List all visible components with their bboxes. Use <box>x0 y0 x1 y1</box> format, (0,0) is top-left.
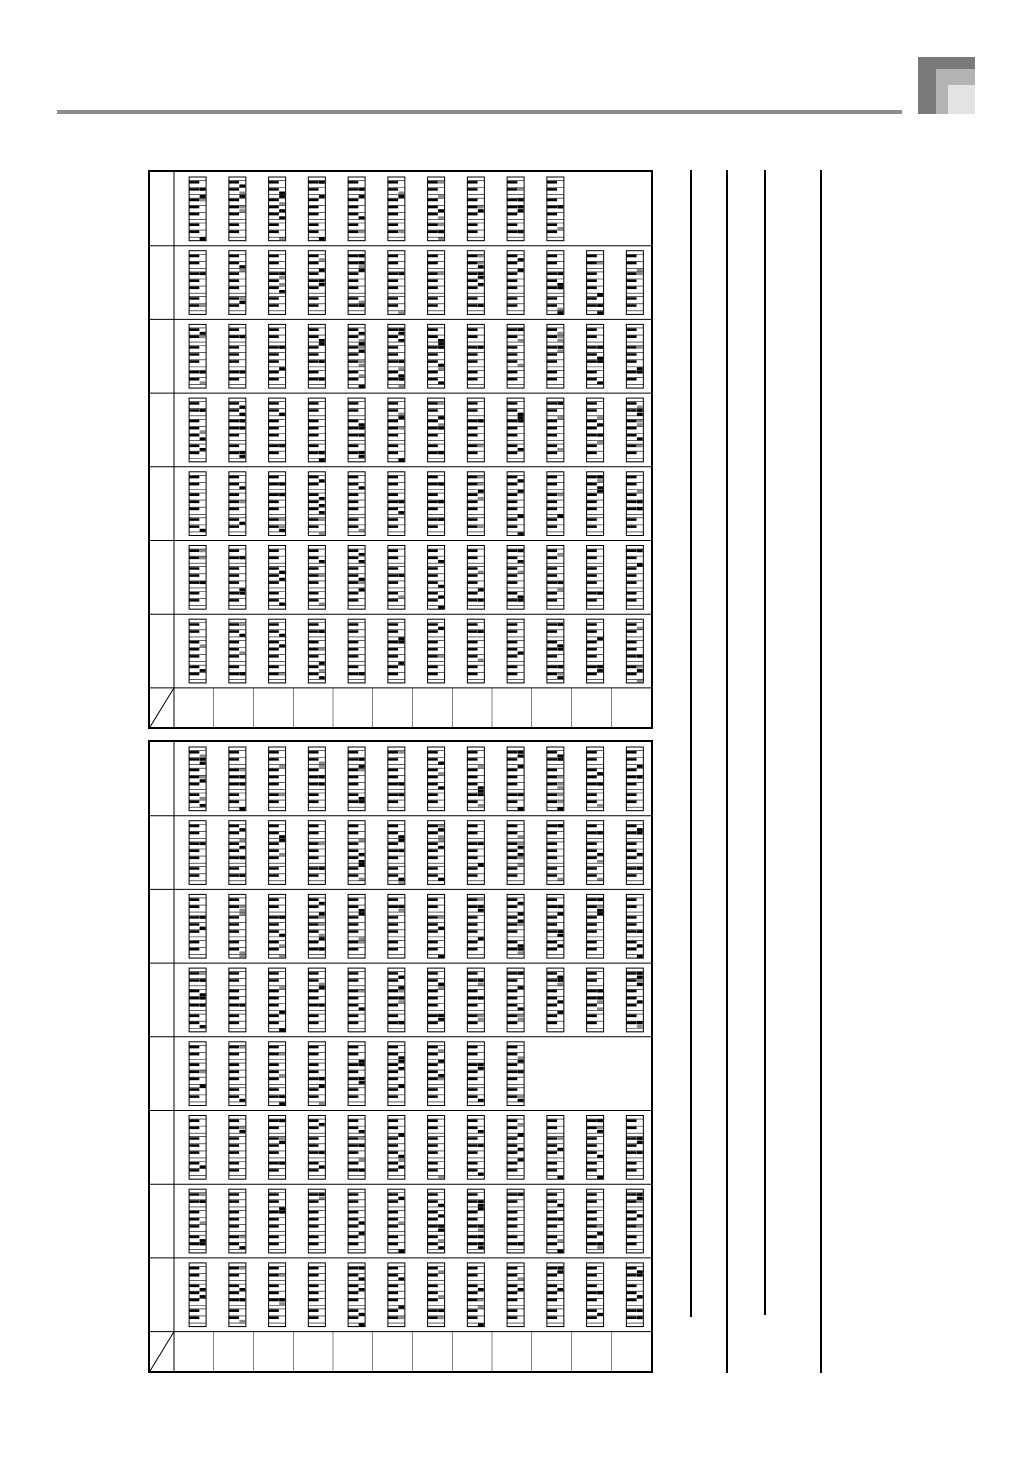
keyboard-chord-diagram <box>467 398 484 462</box>
keyboard-chord-diagram <box>229 251 246 315</box>
keyboard-chord-diagram <box>348 398 365 462</box>
keyboard-chord-diagram <box>547 747 564 811</box>
keyboard-chord-diagram <box>269 1263 286 1327</box>
chord-table-upper <box>148 170 653 729</box>
keyboard-chord-diagram <box>189 821 206 885</box>
keyboard-chord-diagram <box>428 177 445 241</box>
keyboard-chord-diagram <box>626 1263 643 1327</box>
keyboard-chord-diagram <box>269 546 286 610</box>
keyboard-chord-diagram <box>587 1116 604 1180</box>
corner-diagonal <box>150 688 174 727</box>
keyboard-chord-diagram <box>308 472 325 536</box>
keyboard-chord-diagram <box>547 251 564 315</box>
keyboard-chord-diagram <box>547 1116 564 1180</box>
keyboard-chord-diagram <box>229 1116 246 1180</box>
keyboard-chord-diagram <box>229 619 246 683</box>
keyboard-chord-diagram <box>189 1042 206 1106</box>
keyboard-chord-diagram <box>229 821 246 885</box>
keyboard-chord-diagram <box>587 747 604 811</box>
keyboard-chord-diagram <box>507 1263 524 1327</box>
keyboard-chord-diagram <box>428 821 445 885</box>
keyboard-chord-diagram <box>507 324 524 388</box>
text-column-rule-2 <box>726 170 728 1373</box>
keyboard-chord-diagram <box>626 251 643 315</box>
keyboard-chord-diagram <box>428 747 445 811</box>
keyboard-chord-diagram <box>189 398 206 462</box>
keyboard-chord-diagram <box>308 1189 325 1253</box>
keyboard-chord-diagram <box>348 1116 365 1180</box>
keyboard-chord-diagram <box>467 968 484 1032</box>
keyboard-chord-diagram <box>507 398 524 462</box>
header-rule <box>57 110 902 114</box>
keyboard-chord-diagram <box>269 324 286 388</box>
keyboard-chord-diagram <box>269 821 286 885</box>
keyboard-chord-diagram <box>189 1116 206 1180</box>
keyboard-chord-diagram <box>587 1189 604 1253</box>
text-column-rule-1 <box>690 170 692 1317</box>
keyboard-chord-diagram <box>547 1189 564 1253</box>
keyboard-chord-diagram <box>428 1042 445 1106</box>
keyboard-chord-diagram <box>507 1042 524 1106</box>
keyboard-chord-diagram <box>467 546 484 610</box>
keyboard-chord-diagram <box>229 398 246 462</box>
keyboard-chord-diagram <box>348 619 365 683</box>
keyboard-chord-diagram <box>467 1189 484 1253</box>
keyboard-chord-diagram <box>547 968 564 1032</box>
chord-table-upper-grid <box>150 172 651 727</box>
keyboard-chord-diagram <box>587 894 604 958</box>
keyboard-chord-diagram <box>587 251 604 315</box>
keyboard-chord-diagram <box>428 1116 445 1180</box>
keyboard-chord-diagram <box>269 1189 286 1253</box>
keyboard-chord-diagram <box>547 472 564 536</box>
keyboard-chord-diagram <box>626 619 643 683</box>
keyboard-chord-diagram <box>587 324 604 388</box>
keyboard-chord-diagram <box>467 1263 484 1327</box>
keyboard-chord-diagram <box>467 1116 484 1180</box>
keyboard-chord-diagram <box>428 1263 445 1327</box>
keyboard-chord-diagram <box>348 821 365 885</box>
keyboard-chord-diagram <box>467 821 484 885</box>
keyboard-chord-diagram <box>308 968 325 1032</box>
keyboard-chord-diagram <box>467 747 484 811</box>
keyboard-chord-diagram <box>388 251 405 315</box>
keyboard-chord-diagram <box>229 1042 246 1106</box>
keyboard-chord-diagram <box>189 619 206 683</box>
keyboard-chord-diagram <box>428 894 445 958</box>
keyboard-chord-diagram <box>388 324 405 388</box>
keyboard-chord-diagram <box>189 1263 206 1327</box>
keyboard-chord-diagram <box>348 968 365 1032</box>
keyboard-chord-diagram <box>467 472 484 536</box>
keyboard-chord-diagram <box>428 472 445 536</box>
keyboard-chord-diagram <box>348 1189 365 1253</box>
text-column-rule-3 <box>764 170 766 1315</box>
keyboard-chord-diagram <box>626 472 643 536</box>
keyboard-chord-diagram <box>388 472 405 536</box>
keyboard-chord-diagram <box>269 177 286 241</box>
keyboard-chord-diagram <box>269 398 286 462</box>
keyboard-chord-diagram <box>388 398 405 462</box>
keyboard-chord-diagram <box>547 324 564 388</box>
keyboard-chord-diagram <box>507 546 524 610</box>
keyboard-chord-diagram <box>547 398 564 462</box>
keyboard-chord-diagram <box>189 968 206 1032</box>
keyboard-chord-diagram <box>388 546 405 610</box>
keyboard-chord-diagram <box>189 1189 206 1253</box>
keyboard-chord-diagram <box>587 546 604 610</box>
keyboard-chord-diagram <box>388 1042 405 1106</box>
keyboard-chord-diagram <box>348 894 365 958</box>
keyboard-chord-diagram <box>467 324 484 388</box>
keyboard-chord-diagram <box>229 177 246 241</box>
keyboard-chord-diagram <box>308 1042 325 1106</box>
keyboard-chord-diagram <box>269 1116 286 1180</box>
chord-table-lower <box>148 740 653 1373</box>
keyboard-chord-diagram <box>587 1263 604 1327</box>
keyboard-chord-diagram <box>626 1116 643 1180</box>
keyboard-chord-diagram <box>507 177 524 241</box>
keyboard-chord-diagram <box>467 619 484 683</box>
keyboard-chord-diagram <box>269 968 286 1032</box>
keyboard-chord-diagram <box>507 619 524 683</box>
keyboard-chord-diagram <box>308 324 325 388</box>
keyboard-chord-diagram <box>388 821 405 885</box>
keyboard-chord-diagram <box>587 398 604 462</box>
keyboard-chord-diagram <box>308 251 325 315</box>
keyboard-chord-diagram <box>587 821 604 885</box>
keyboard-chord-diagram <box>547 546 564 610</box>
keyboard-chord-diagram <box>507 472 524 536</box>
keyboard-chord-diagram <box>229 546 246 610</box>
keyboard-chord-diagram <box>626 546 643 610</box>
keyboard-chord-diagram <box>348 324 365 388</box>
keyboard-chord-diagram <box>507 747 524 811</box>
keyboard-chord-diagram <box>269 251 286 315</box>
keyboard-chord-diagram <box>388 894 405 958</box>
keyboard-chord-diagram <box>308 619 325 683</box>
keyboard-chord-diagram <box>229 1263 246 1327</box>
keyboard-chord-diagram <box>348 1263 365 1327</box>
keyboard-chord-diagram <box>547 894 564 958</box>
keyboard-chord-diagram <box>547 821 564 885</box>
keyboard-chord-diagram <box>348 177 365 241</box>
keyboard-chord-diagram <box>189 251 206 315</box>
keyboard-chord-diagram <box>467 251 484 315</box>
keyboard-chord-diagram <box>189 894 206 958</box>
chapter-tab-mark <box>918 57 975 114</box>
keyboard-chord-diagram <box>507 1189 524 1253</box>
keyboard-chord-diagram <box>189 177 206 241</box>
keyboard-chord-diagram <box>348 747 365 811</box>
keyboard-chord-diagram <box>189 472 206 536</box>
keyboard-chord-diagram <box>229 472 246 536</box>
keyboard-chord-diagram <box>229 324 246 388</box>
text-column-rule-4 <box>820 170 822 1373</box>
keyboard-chord-diagram <box>308 398 325 462</box>
keyboard-chord-diagram <box>626 894 643 958</box>
keyboard-chord-diagram <box>308 747 325 811</box>
keyboard-chord-diagram <box>229 747 246 811</box>
keyboard-chord-diagram <box>348 1042 365 1106</box>
keyboard-chord-diagram <box>547 177 564 241</box>
keyboard-chord-diagram <box>348 251 365 315</box>
keyboard-chord-diagram <box>388 747 405 811</box>
keyboard-chord-diagram <box>428 251 445 315</box>
chord-table-lower-grid <box>150 742 651 1371</box>
keyboard-chord-diagram <box>428 324 445 388</box>
keyboard-chord-diagram <box>428 619 445 683</box>
keyboard-chord-diagram <box>229 1189 246 1253</box>
keyboard-chord-diagram <box>507 1116 524 1180</box>
keyboard-chord-diagram <box>626 1189 643 1253</box>
keyboard-chord-diagram <box>626 747 643 811</box>
keyboard-chord-diagram <box>587 619 604 683</box>
keyboard-chord-diagram <box>467 1042 484 1106</box>
keyboard-chord-diagram <box>428 1189 445 1253</box>
keyboard-chord-diagram <box>189 324 206 388</box>
keyboard-chord-diagram <box>229 894 246 958</box>
keyboard-chord-diagram <box>507 894 524 958</box>
keyboard-chord-diagram <box>388 1263 405 1327</box>
keyboard-chord-diagram <box>388 1189 405 1253</box>
keyboard-chord-diagram <box>308 177 325 241</box>
keyboard-chord-diagram <box>308 821 325 885</box>
keyboard-chord-diagram <box>269 1042 286 1106</box>
keyboard-chord-diagram <box>388 619 405 683</box>
keyboard-chord-diagram <box>507 251 524 315</box>
keyboard-chord-diagram <box>428 546 445 610</box>
keyboard-chord-diagram <box>626 821 643 885</box>
keyboard-chord-diagram <box>269 619 286 683</box>
keyboard-chord-diagram <box>587 472 604 536</box>
keyboard-chord-diagram <box>587 968 604 1032</box>
keyboard-chord-diagram <box>626 398 643 462</box>
keyboard-chord-diagram <box>269 472 286 536</box>
keyboard-chord-diagram <box>507 821 524 885</box>
keyboard-chord-diagram <box>189 747 206 811</box>
keyboard-chord-diagram <box>348 546 365 610</box>
keyboard-chord-diagram <box>626 324 643 388</box>
keyboard-chord-diagram <box>388 1116 405 1180</box>
keyboard-chord-diagram <box>467 177 484 241</box>
keyboard-chord-diagram <box>428 398 445 462</box>
keyboard-chord-diagram <box>348 472 365 536</box>
keyboard-chord-diagram <box>547 1263 564 1327</box>
keyboard-chord-diagram <box>269 894 286 958</box>
keyboard-chord-diagram <box>547 619 564 683</box>
keyboard-chord-diagram <box>308 1263 325 1327</box>
keyboard-chord-diagram <box>388 968 405 1032</box>
keyboard-chord-diagram <box>388 177 405 241</box>
keyboard-chord-diagram <box>308 546 325 610</box>
keyboard-chord-diagram <box>626 968 643 1032</box>
corner-diagonal <box>150 1332 174 1371</box>
keyboard-chord-diagram <box>229 968 246 1032</box>
keyboard-chord-diagram <box>189 546 206 610</box>
keyboard-chord-diagram <box>428 968 445 1032</box>
keyboard-chord-diagram <box>308 894 325 958</box>
keyboard-chord-diagram <box>507 968 524 1032</box>
keyboard-chord-diagram <box>467 894 484 958</box>
keyboard-chord-diagram <box>308 1116 325 1180</box>
keyboard-chord-diagram <box>269 747 286 811</box>
